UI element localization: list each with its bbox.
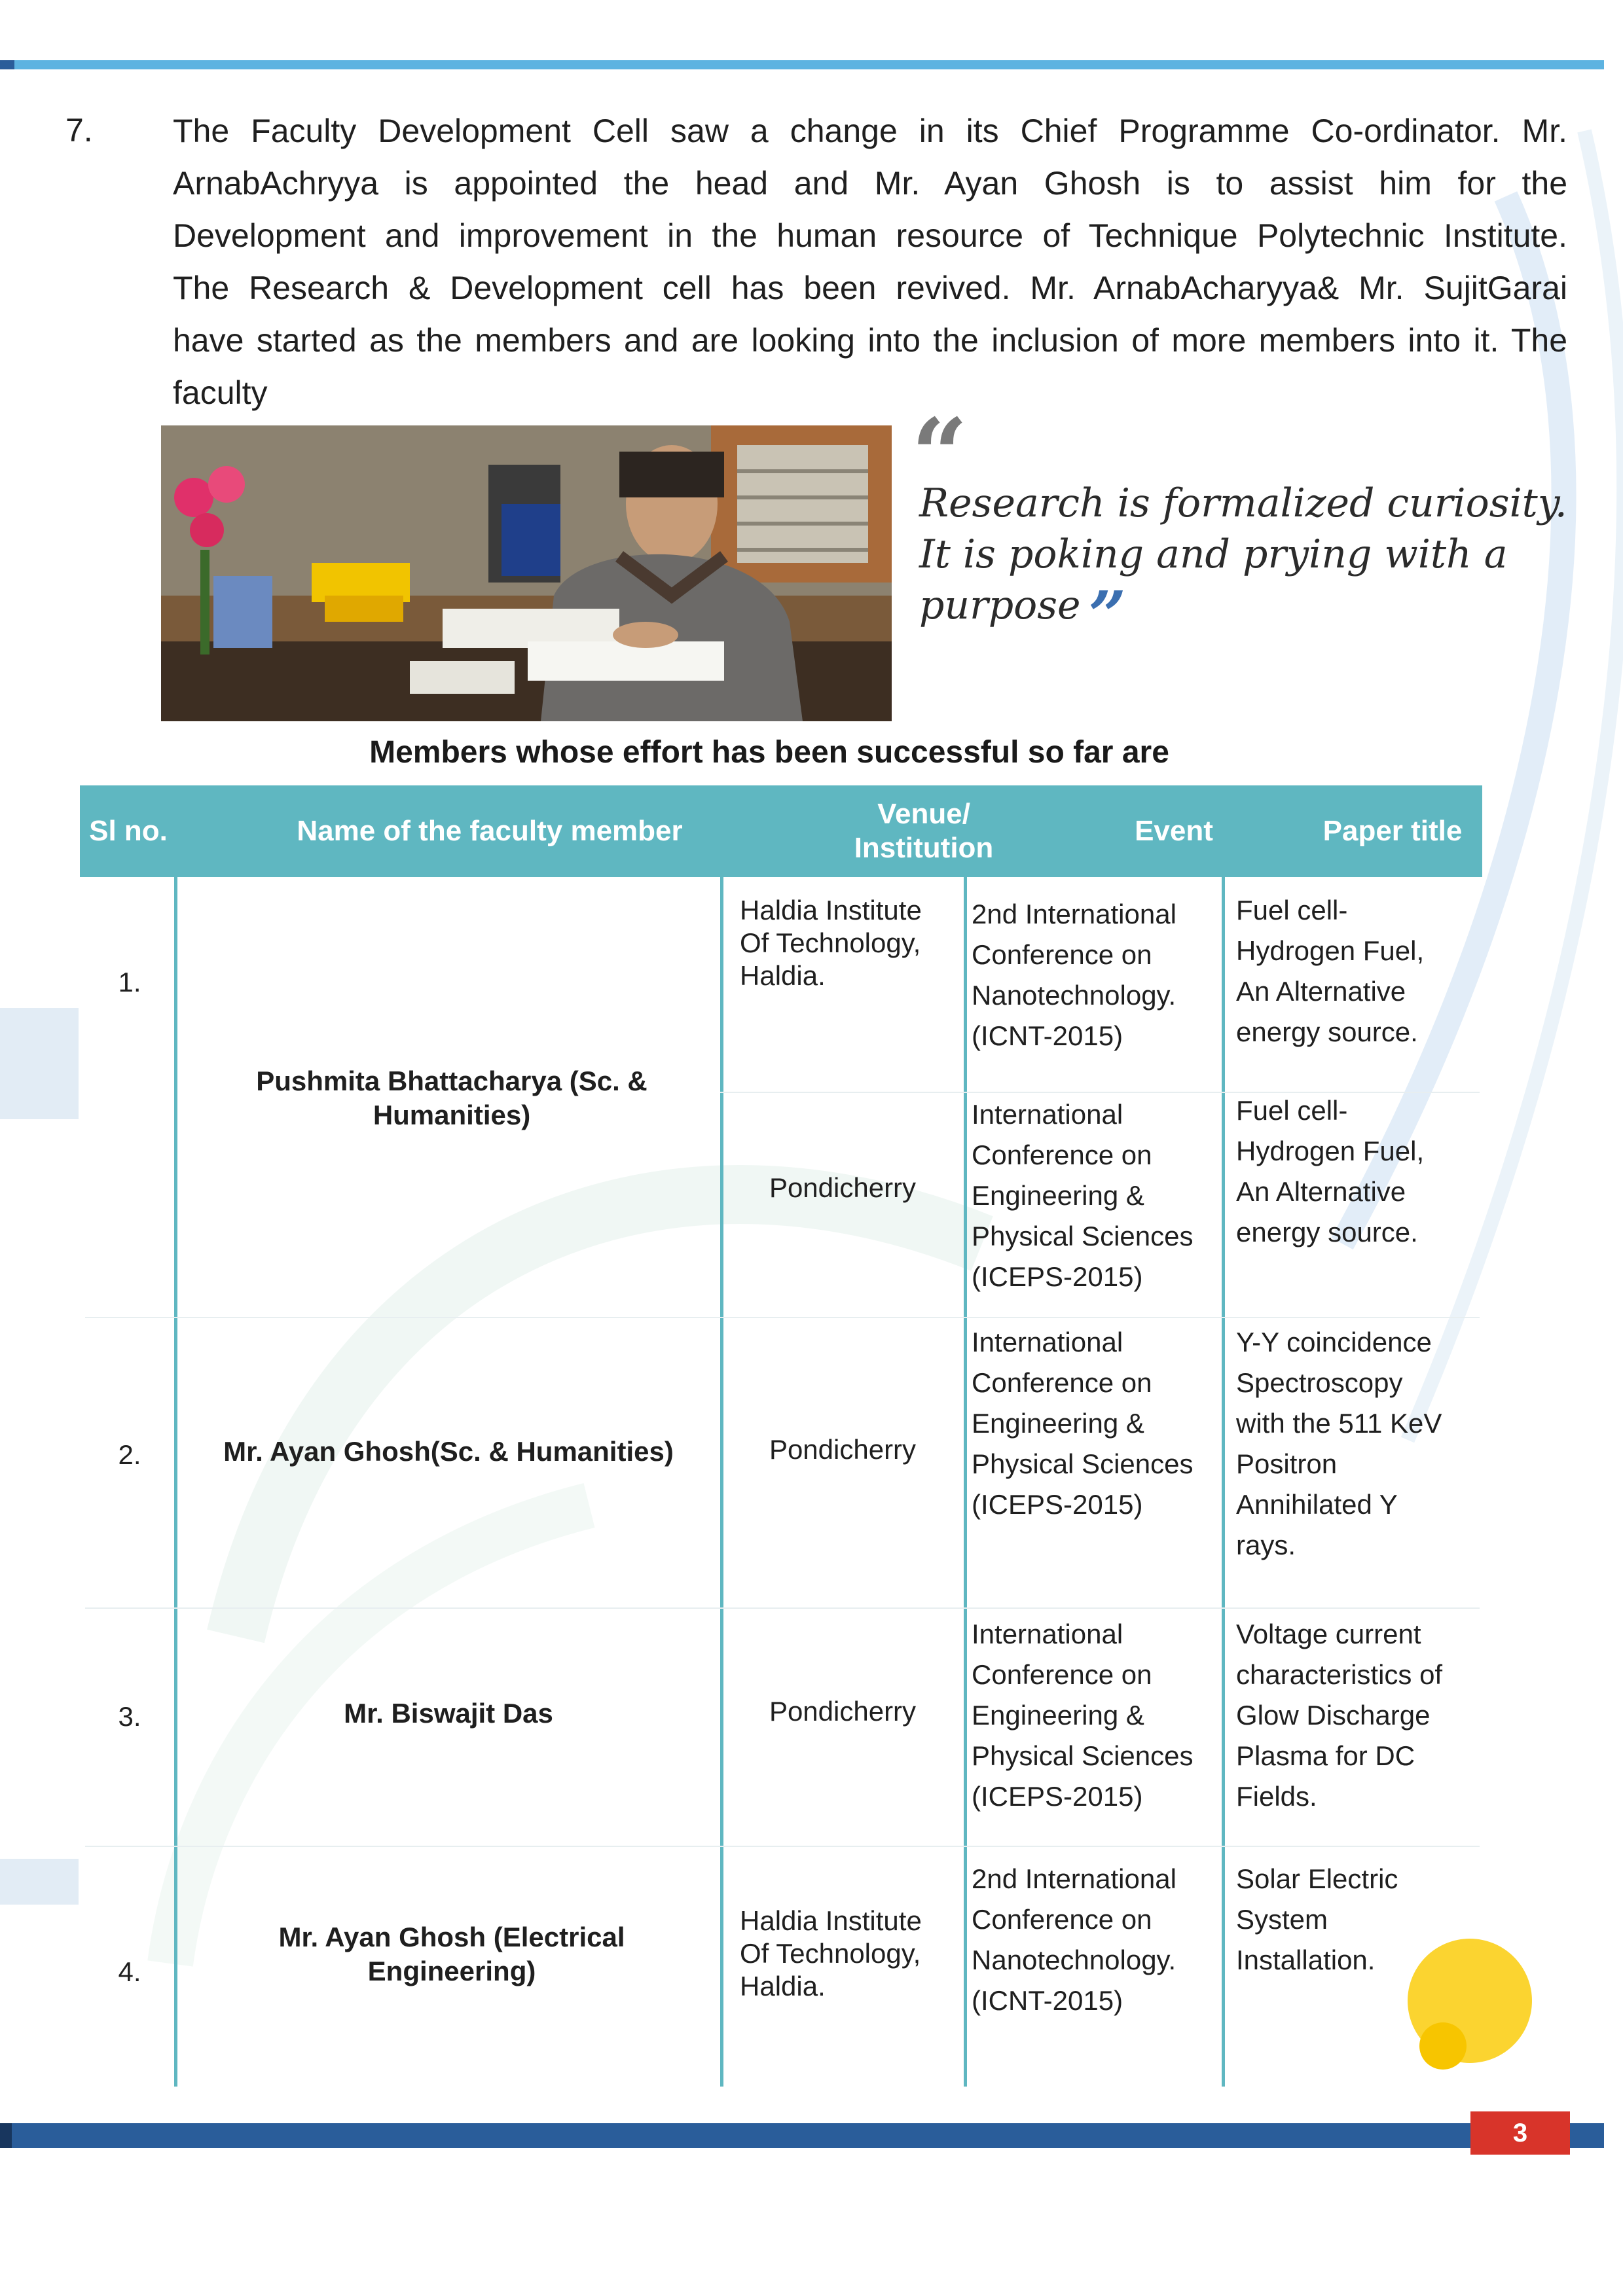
row-event: International Conference on Engineering & Physical Sciences (ICEPS-2015) [972,1099,1194,1292]
paragraph-line: faculty [173,374,268,411]
row-name: Mr. Ayan Ghosh(Sc. & Humanities) [223,1436,674,1467]
table-header [80,785,1482,877]
quote-body: Research is formalized curiosity. It is poking and prying with a purpose [919,480,1567,628]
quote-block [911,397,1579,654]
paragraph-number: 7. [65,112,93,149]
close-quote-icon: ” [1088,577,1127,654]
header-sl-no: Sl no. [89,815,168,847]
header-paper-title: Paper title [1322,815,1463,847]
header-venue: Venue/ Institution [854,798,994,864]
row-venue: Haldia Institute Of Technology, Haldia. [740,895,922,991]
footer-bar-accent [0,2123,12,2148]
row-event: 2nd International Conference on Nanotechnology. (ICNT-2015) [972,899,1176,1051]
small-yellow-circle-decoration [1419,2022,1467,2070]
row-divider [85,1317,1480,1318]
column-divider [1222,877,1225,2087]
open-quote-icon: “ [911,397,968,512]
paragraph-line: have started as the members and are looking into the inclusion of more members into it. The [173,322,1567,359]
quote-text [919,478,1580,654]
row-sl-no: 4. [118,1956,141,1987]
column-divider [720,877,723,2087]
header-name: Name of the faculty member [297,815,683,847]
row-paper-title: Solar Electric System Installation. [1236,1863,1398,1975]
row-divider [85,1607,1480,1609]
faculty-photo [161,425,892,721]
page-number: 3 [1470,2111,1570,2155]
row-sl-no: 1. [118,967,141,997]
row-paper-title: Fuel cell- Hydrogen Fuel, An Alternative energy source. [1236,895,1425,1047]
row-paper-title: Voltage current characteristics of Glow Discharge Plasma for DC Fields. [1236,1619,1443,1812]
row-name: Mr. Ayan Ghosh (Electrical Engineering) [278,1922,625,1986]
row-paper-title: Y-Y coincidence Spectroscopy with the 511 KeV Positron Annihilated Y rays. [1236,1327,1442,1560]
row-name: Mr. Biswajit Das [344,1698,553,1729]
column-divider [174,877,177,2087]
row-venue: Pondicherry [769,1696,917,1727]
row-event: International Conference on Engineering & Physical Sciences (ICEPS-2015) [972,1327,1194,1520]
top-rule [0,60,1604,69]
row-venue: Haldia Institute Of Technology, Haldia. [740,1905,922,2001]
row-venue: Pondicherry [769,1172,917,1203]
paragraph-line: The Faculty Development Cell saw a change in its Chief Programme Co-ordinator. Mr. [173,113,1567,149]
row-event: International Conference on Engineering & Physical Sciences (ICEPS-2015) [972,1619,1194,1812]
top-rule-accent [0,60,14,69]
row-event: 2nd International Conference on Nanotechnology. (ICNT-2015) [972,1863,1176,2016]
table-caption: Members whose effort has been successful so far are [369,735,1169,770]
row-divider [85,1846,1480,1847]
row-name: Pushmita Bhattacharya (Sc. & Humanities) [256,1066,647,1130]
paragraph-line: The Research & Development cell has been revived. Mr. ArnabAcharyya& Mr. SujitGarai [173,270,1567,306]
paragraph-line: ArnabAchryya is appointed the head and Mr. Ayan Ghosh is to assist him for the [173,165,1567,202]
column-divider [964,877,967,2087]
row-venue: Pondicherry [769,1434,917,1465]
row-paper-title: Fuel cell- Hydrogen Fuel, An Alternative energy source. [1236,1095,1425,1247]
row-sl-no: 3. [118,1701,141,1732]
header-event: Event [1135,815,1213,847]
paragraph-text [173,105,1567,419]
row-sl-no: 2. [118,1439,141,1470]
footer-bar [0,2123,1604,2148]
paragraph-line: Development and improvement in the human resource of Technique Polytechnic Institute. [173,217,1567,254]
